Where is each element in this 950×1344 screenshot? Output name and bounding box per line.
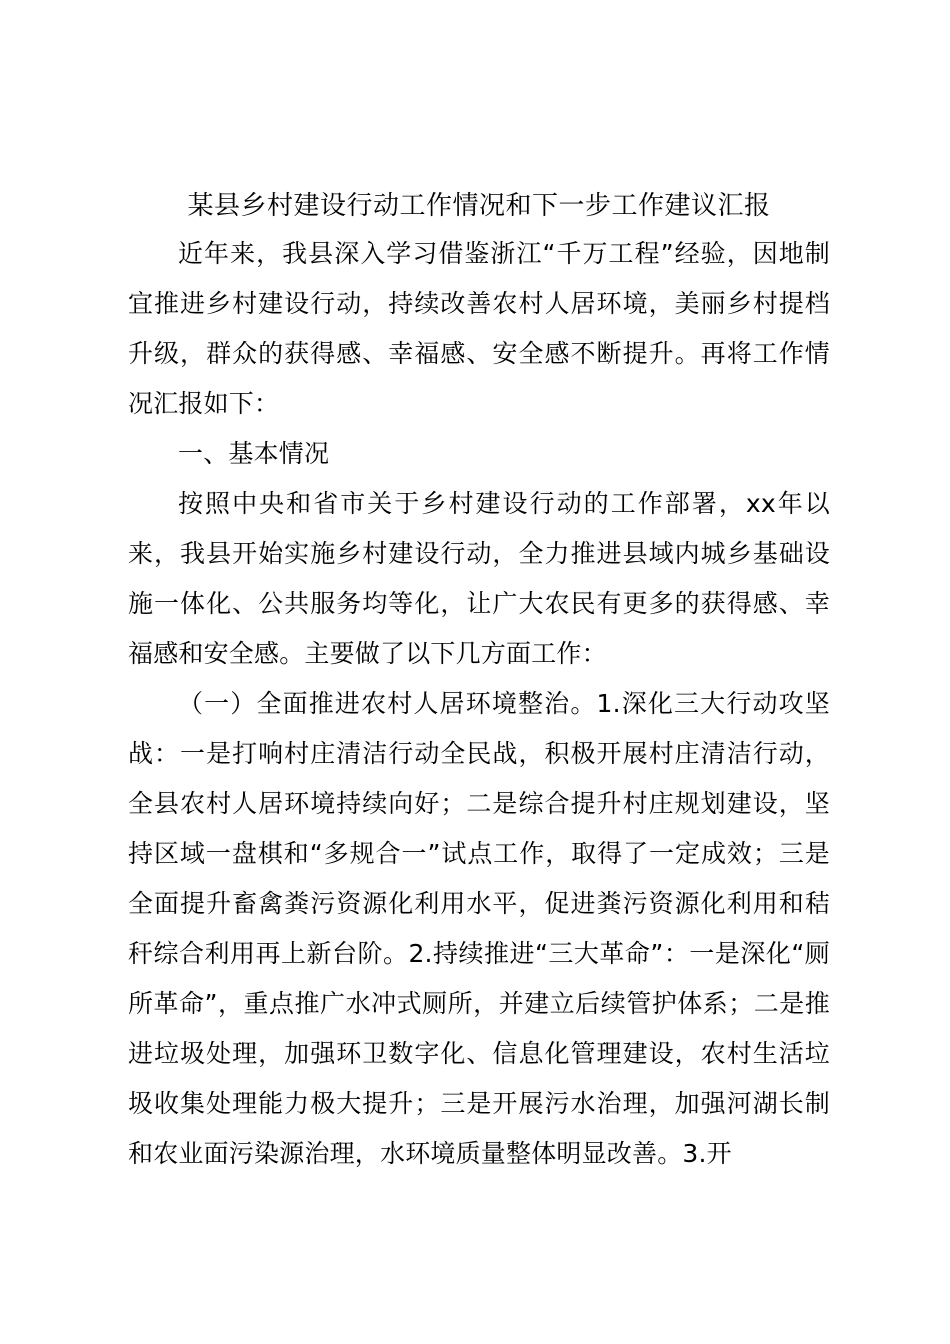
- intro-paragraph: 近年来，我县深入学习借鉴浙江“千万工程”经验，因地制宜推进乡村建设行动，持续改善农村人居环境，美丽乡村提档升级，群众的获得感、幸福感、安全感不断提升。再将工作情况汇报如下：: [128, 239, 830, 418]
- section-heading: 一、基本情况: [178, 439, 330, 468]
- document-title: 某县乡村建设行动工作情况和下一步工作建议汇报: [187, 191, 771, 221]
- basic-situation-paragraph: 按照中央和省市关于乡村建设行动的工作部署，xx年以来，我县开始实施乡村建设行动，全力推进县域内城乡基础设施一体化、公共服务均等化，让广大农民有更多的获得感、幸福感和安全感。主要做了以下几方面工作：: [128, 489, 830, 668]
- document-body: [128, 229, 830, 1179]
- subsection-paragraph: （一）全面推进农村人居环境整治。1.深化三大行动攻坚战：一是打响村庄清洁行动全民战，积极开展村庄清洁行动，全县农村人居环境持续向好；二是综合提升村庄规划建设，坚持区域一盘棋和“多规合一”试点工作，取得了一定成效；三是全面提升畜禽粪污资源化利用水平，促进粪污资源化利用和秸秆综合利用再上新台阶。2.持续推进“三大革命”：一是深化“厕所革命”，重点推广水冲式厕所，并建立后续管护体系；二是推进垃圾处理，加强环卫数字化、信息化管理建设，农村生活垃圾收集处理能力极大提升；三是开展污水治理，加强河湖长制和农业面污染源治理，水环境质量整体明显改善。3.开: [128, 689, 830, 1168]
